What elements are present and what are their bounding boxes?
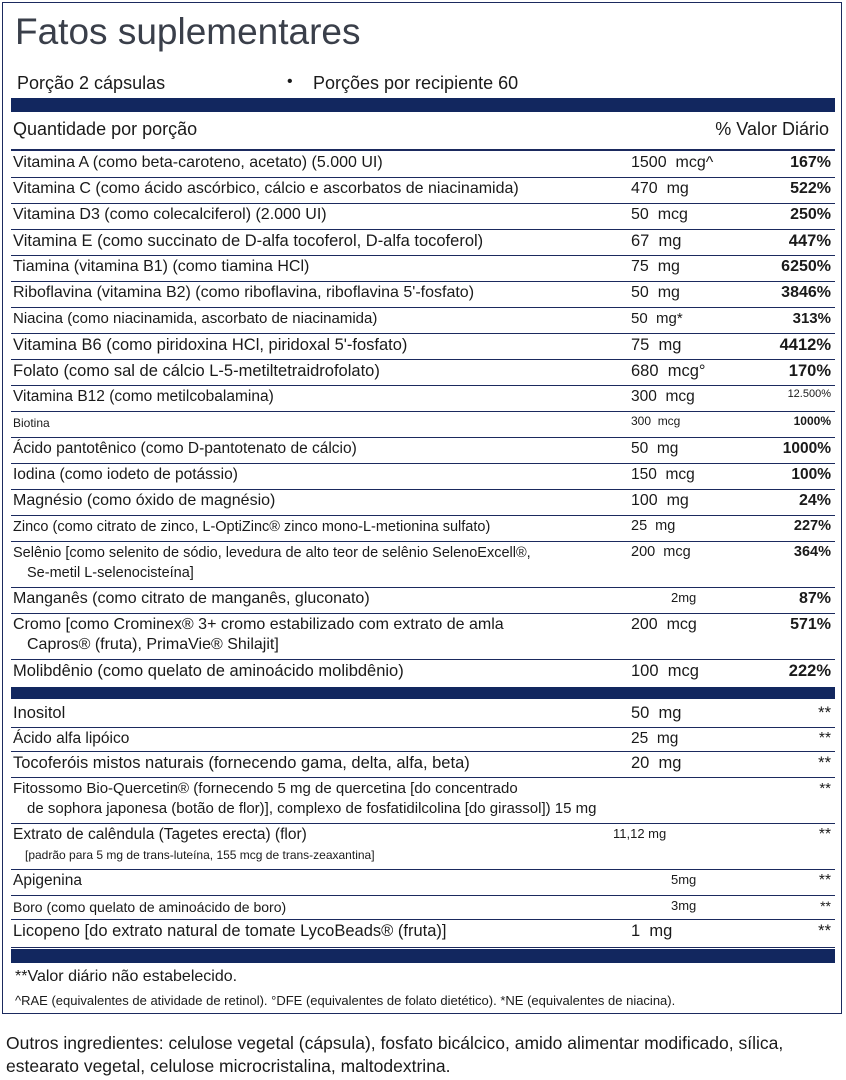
nutrient-name (13, 921, 613, 941)
nutrient-amount: 20 mg (631, 754, 682, 772)
table-row (11, 411, 835, 438)
nutrient-name (13, 179, 613, 199)
nutrient-name-line: de sophora japonesa (botão de flor)], complexo de fosfatidilcolina [do girassol]) 15 mg (27, 800, 597, 817)
nutrient-amount: 2mg (671, 590, 697, 605)
table-row (11, 255, 835, 282)
other-ingredients: Outros ingredientes: celulose vegetal (cápsula), fosfato bicálcico, amido alimentar modificado, sílica, estearato vegetal, celulose microcristalina, maltodextrina. (6, 1033, 784, 1076)
nutrient-amount: 50 mcg (631, 206, 688, 223)
table-row (11, 895, 835, 920)
nutrient-name-line: Magnésio (como óxido de magnésio) (13, 492, 276, 509)
nutrient-amount: 1500 mcg^ (631, 154, 714, 171)
nutrient-name (13, 205, 613, 225)
table-row (11, 229, 835, 256)
nutrient-name-line: Boro (como quelato de aminoácido de boro) (13, 899, 287, 915)
nutrient-name-line: Extrato de calêndula (Tagetes erecta) (flor) (13, 826, 307, 843)
daily-value-percent: 100% (791, 466, 831, 483)
nutrient-name (13, 779, 613, 819)
daily-value-percent: ** (818, 922, 831, 940)
nutrient-name-line: Cromo [como Crominex® 3+ cromo estabilizado com extrato de amla (13, 616, 504, 633)
thick-divider (11, 949, 835, 963)
nutrient-name-line: Riboflavina (vitamina B2) (como riboflavina, riboflavina 5'-fosfato) (13, 284, 475, 301)
nutrient-amount: 200 mcg (631, 544, 691, 560)
daily-value-percent: ** (819, 780, 831, 797)
nutrient-amount: 150 mcg (631, 466, 695, 483)
nutrient-amount: 50 mg (631, 440, 679, 457)
daily-value-percent: 447% (788, 232, 831, 250)
thick-divider (11, 98, 835, 112)
daily-value-header: % Valor Diário (715, 119, 829, 139)
footnote-units: ^RAE (equivalentes de atividade de retinol). °DFE (equivalentes de folato dietético). *NE (equivalentes de niacina). (15, 993, 676, 1008)
nutrient-name-line: Vitamina C (como ácido ascórbico, cálcio e ascorbatos de niacinamida) (13, 180, 519, 197)
daily-value-percent: ** (818, 730, 831, 747)
nutrient-name-line: Vitamina B6 (como piridoxina HCl, piridoxal 5'-fosfato) (13, 336, 408, 354)
nutrient-name-line: [padrão para 5 mg de trans-luteína, 155 mcg de trans-zeaxantina] (25, 848, 375, 862)
table-row (11, 177, 835, 204)
nutrient-name-line: Se-metil L-selenocisteína] (27, 565, 194, 581)
nutrient-name (13, 387, 613, 407)
nutrient-name-line: Ácido pantotênico (como D-pantotenato de cálcio) (13, 440, 357, 457)
nutrient-name (13, 543, 613, 583)
nutrient-name (13, 413, 613, 433)
nutrient-name (13, 897, 613, 917)
nutrient-amount: 680 mcg° (631, 362, 706, 380)
table-row (11, 701, 835, 728)
table-row (11, 333, 835, 360)
table-row (11, 659, 835, 688)
table-row (11, 823, 835, 870)
nutrient-name (13, 153, 613, 173)
nutrient-name-line: Capros® (fruta), PrimaVie® Shilajit] (27, 636, 279, 653)
nutrient-amount: 67 mg (631, 232, 682, 250)
nutrient-name-line: Licopeno [do extrato natural de tomate LycoBeads® (fruta)] (13, 922, 447, 940)
table-row (11, 463, 835, 490)
table-row (11, 869, 835, 896)
nutrient-name-line: Molibdênio (como quelato de aminoácido molibdênio) (13, 662, 404, 680)
nutrient-name-line: Vitamina B12 (como metilcobalamina) (13, 388, 274, 405)
daily-value-percent: 522% (790, 180, 831, 197)
daily-value-percent: 571% (790, 616, 831, 633)
daily-value-percent: 1000% (793, 414, 831, 428)
nutrient-name-line: Apigenina (13, 872, 82, 889)
nutrient-name (13, 615, 613, 655)
nutrient-name (13, 729, 613, 749)
table-row (11, 385, 835, 412)
daily-value-percent: 3846% (781, 284, 831, 301)
nutrient-amount: 470 mg (631, 180, 689, 197)
nutrient-amount: 1 mg (631, 922, 673, 940)
nutrient-amount: 5mg (671, 872, 697, 887)
table-row (11, 359, 835, 386)
nutrient-name (13, 517, 613, 537)
supplement-facts-panel (2, 2, 842, 1014)
table-row (11, 541, 835, 588)
nutrient-name-line: Biotina (13, 416, 50, 430)
nutrient-name-line: Tocoferóis mistos naturais (fornecendo gama, delta, alfa, beta) (13, 754, 470, 772)
nutrient-name (13, 361, 613, 381)
nutrient-amount: 11,12 mg (613, 826, 667, 841)
nutrient-amount: 300 mcg (631, 414, 681, 428)
daily-value-percent: 222% (788, 662, 831, 680)
table-row (11, 587, 835, 614)
table-row (11, 437, 835, 464)
daily-value-percent: ** (818, 872, 831, 889)
daily-value-percent: 1000% (782, 440, 831, 457)
panel-title: Fatos suplementares (15, 11, 361, 52)
daily-value-percent: 87% (798, 590, 831, 607)
servings-per-container: Porções por recipiente 60 (313, 73, 519, 93)
nutrient-amount: 50 mg (631, 284, 680, 301)
table-row (11, 515, 835, 542)
daily-value-percent: 364% (793, 544, 831, 560)
daily-value-percent: ** (818, 754, 831, 772)
bullet-separator: • (287, 73, 293, 90)
table-row (11, 727, 835, 752)
table-row (11, 281, 835, 308)
nutrient-name (13, 871, 613, 891)
table-row (11, 777, 835, 824)
nutrient-name-line: Manganês (como citrato de manganês, gluconato) (13, 590, 370, 607)
daily-value-percent: 12.500% (787, 388, 831, 400)
nutrient-name (13, 703, 613, 723)
daily-value-percent: 4412% (779, 336, 831, 354)
nutrient-name (13, 589, 613, 609)
nutrient-name (13, 283, 613, 303)
footnote-dv: **Valor diário não estabelecido. (15, 968, 238, 985)
nutrient-amount: 100 mcg (631, 662, 699, 680)
daily-value-percent: 6250% (781, 258, 831, 275)
nutrient-amount: 300 mcg (631, 388, 695, 405)
nutrient-name (13, 465, 613, 485)
nutrient-amount: 100 mg (631, 492, 689, 509)
nutrient-name (13, 491, 613, 511)
nutrient-amount: 50 mg (631, 704, 682, 722)
nutrient-name (13, 825, 613, 865)
table-row (11, 751, 835, 778)
nutrient-name-line: Folato (como sal de cálcio L-5-metiltetraidrofolato) (13, 362, 380, 380)
nutrient-amount: 75 mg (631, 336, 682, 354)
nutrient-name (13, 231, 613, 251)
daily-value-percent: ** (818, 704, 831, 722)
nutrient-name-line: Tiamina (vitamina B1) (como tiamina HCl) (13, 258, 310, 275)
nutrient-name-line: Niacina (como niacinamida, ascorbato de niacinamida) (13, 310, 378, 327)
nutrient-amount: 200 mcg (631, 616, 697, 633)
table-row (11, 489, 835, 516)
nutrient-name-line: Zinco (como citrato de zinco, L-OptiZinc® zinco mono-L-metionina sulfato) (13, 519, 491, 535)
nutrient-name-line: Fitossomo Bio-Quercetin® (fornecendo 5 mg de quercetina [do concentrado (13, 780, 518, 797)
nutrient-amount: 3mg (671, 898, 697, 913)
nutrient-name-line: Vitamina E (como succinato de D-alfa tocoferol, D-alfa tocoferol) (13, 232, 484, 250)
nutrient-amount: 75 mg (631, 258, 680, 275)
nutrient-name (13, 309, 613, 329)
daily-value-percent: 170% (788, 362, 831, 380)
daily-value-percent: 24% (798, 492, 831, 509)
daily-value-percent: 167% (790, 154, 831, 171)
table-row (11, 203, 835, 230)
serving-size: Porção 2 cápsulas (17, 73, 166, 93)
nutrient-name-line: Inositol (13, 704, 66, 722)
nutrient-name-line: Iodina (como iodeto de potássio) (13, 466, 238, 483)
nutrient-name-line: Ácido alfa lipóico (13, 730, 130, 747)
nutrient-amount: 25 mg (631, 518, 676, 534)
table-row (11, 307, 835, 334)
thick-divider (11, 687, 835, 699)
nutrient-amount: 50 mg* (631, 310, 683, 327)
daily-value-percent: ** (818, 826, 831, 843)
nutrient-amount: 25 mg (631, 730, 679, 747)
daily-value-percent: 313% (792, 310, 831, 327)
nutrient-name (13, 661, 613, 681)
daily-value-percent: 250% (790, 206, 831, 223)
nutrient-name-line: Vitamina A (como beta-caroteno, acetato) (5.000 UI) (13, 154, 383, 171)
nutrient-name (13, 257, 613, 277)
table-row (11, 919, 835, 948)
nutrient-name (13, 439, 613, 459)
table-row (11, 613, 835, 660)
daily-value-percent: ** (820, 898, 831, 914)
daily-value-percent: 227% (793, 518, 831, 534)
nutrient-name (13, 335, 613, 355)
amount-per-serving-header: Quantidade por porção (13, 119, 198, 139)
table-row (11, 151, 835, 178)
nutrient-name (13, 753, 613, 773)
nutrient-name-line: Vitamina D3 (como colecalciferol) (2.000 UI) (13, 206, 327, 223)
nutrient-name-line: Selênio [como selenito de sódio, levedura de alto teor de selênio SelenoExcell®, (13, 545, 531, 561)
